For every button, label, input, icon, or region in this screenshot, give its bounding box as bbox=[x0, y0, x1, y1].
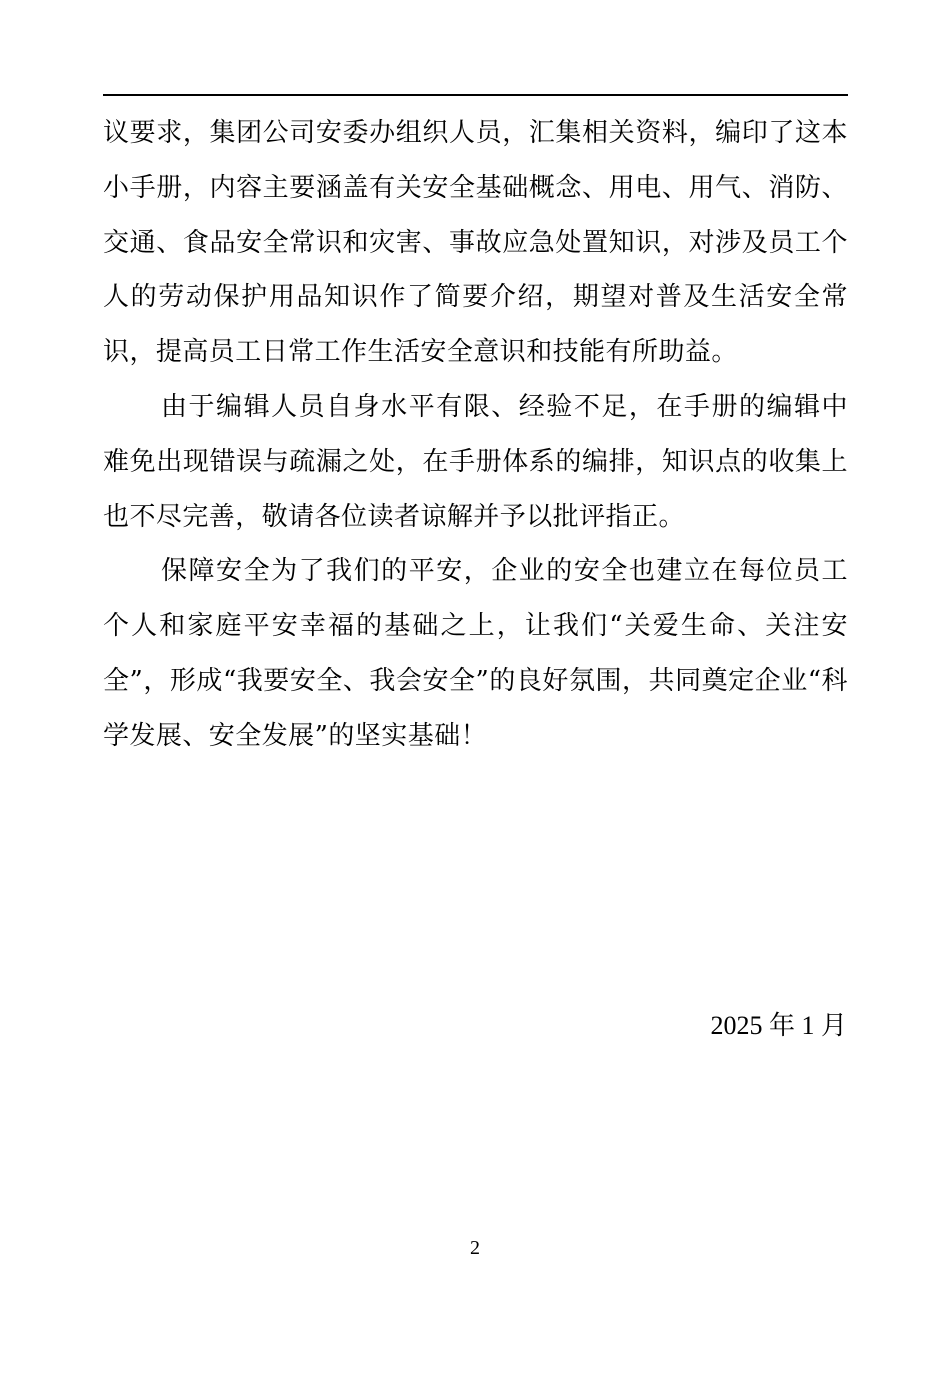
body-text bbox=[103, 106, 848, 764]
paragraph-continued: 议要求，集团公司安委办组织人员，汇集相关资料，编印了这本小手册，内容主要涵盖有关安全基础概念、用电、用气、消防、交通、食品安全常识和灾害、事故应急处置知识，对涉及员工个人的劳动保护用品知识作了简要介绍，期望对普及生活安全常识，提高员工日常工作生活安全意识和技能有所助益。 bbox=[103, 118, 848, 368]
page-number: 2 bbox=[470, 1237, 480, 1259]
paragraph-disclaimer: 由于编辑人员自身水平有限、经验不足，在手册的编辑中难免出现错误与疏漏之处，在手册体系的编排，知识点的收集上也不尽完善，敬请各位读者谅解并予以批评指正。 bbox=[103, 391, 848, 532]
document-date: 2025 年 1 月 bbox=[710, 1011, 847, 1040]
paragraph-closing: 保障安全为了我们的平安，企业的安全也建立在每位员工个人和家庭平安幸福的基础之上，让我们“关爱生命、关注安全”，形成“我要安全、我会安全”的良好氛围，共同奠定企业“科学发展、安全发展”的坚实基础！ bbox=[103, 556, 848, 751]
header-rule bbox=[103, 94, 848, 96]
